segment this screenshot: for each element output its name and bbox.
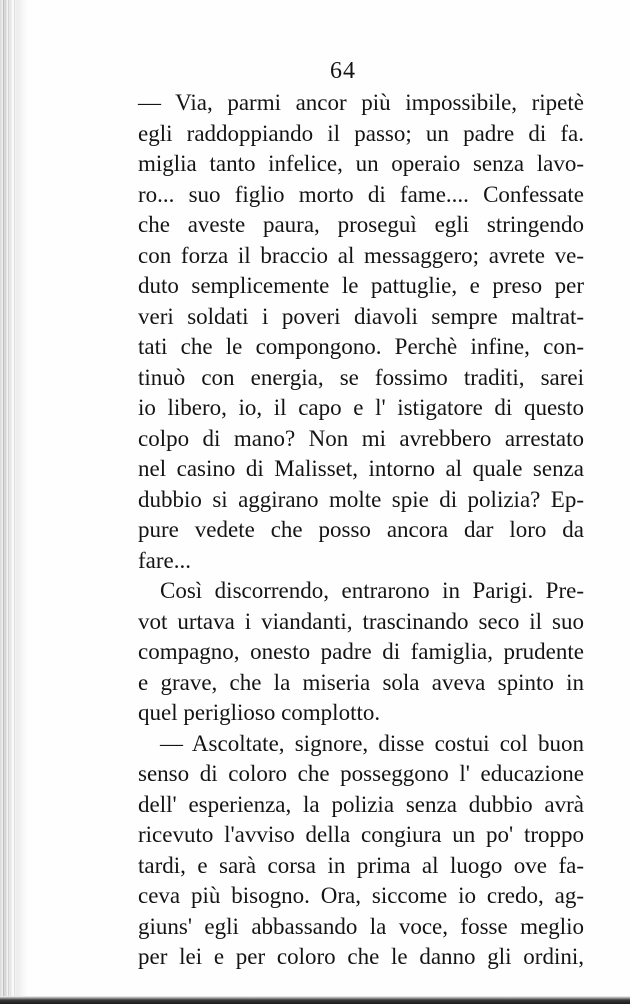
text-line: vot urtava i viandanti, trascinando seco il suo: [138, 608, 584, 634]
text-line: pure vedete che posso ancora dar loro da: [138, 517, 584, 542]
text-line: nel casino di Malisset, intorno al quale senza: [138, 456, 584, 481]
text-line: compagno, onesto padre di famiglia, prudente: [138, 639, 584, 664]
text-line: fare...: [138, 547, 191, 573]
text-line: io libero, io, il capo e l' istigatore di questo: [138, 395, 584, 420]
text-line: giuns' egli abbassando la voce, fosse meglio: [138, 913, 584, 939]
text-line: ceva più bisogno. Ora, siccome io credo, ag-: [138, 883, 584, 908]
text-line: tardi, e sarà corsa in prima al luogo ove fa-: [138, 852, 584, 878]
text-line: colpo di mano? Non mi avrebbero arrestato: [138, 425, 584, 451]
gutter-shadow-line: [8, 0, 9, 1004]
page-bottom-edge: [0, 996, 630, 1004]
text-line: senso di coloro che posseggono l' educazione: [138, 761, 584, 786]
text-line: tinuò con energia, se fossimo traditi, sarei: [138, 364, 584, 390]
binding-gutter: [0, 0, 28, 1004]
body-text: [138, 88, 584, 973]
text-line: egli raddoppiando il passo; un padre di fa.: [138, 120, 584, 146]
text-line: tati che le compongono. Perchè infine, con-: [138, 334, 584, 359]
text-line: ro... suo figlio morto di fame.... Confessate: [138, 181, 584, 207]
page-number: 64: [330, 58, 356, 84]
text-line: dell' esperienza, la polizia senza dubbio avrà: [138, 791, 584, 817]
text-line: duto semplicemente le pattuglie, e preso per: [138, 273, 584, 298]
text-line: per lei e per coloro che le danno gli ordini,: [138, 944, 584, 969]
text-line: — Ascoltate, signore, disse costui col buon: [160, 730, 584, 756]
text-line: miglia tanto infelice, un operaio senza lavo-: [138, 151, 584, 176]
text-line: ricevuto l'avviso della congiura un po' troppo: [138, 822, 584, 847]
text-line: Così discorrendo, entrarono in Parigi. Pre-: [160, 578, 584, 603]
gutter-shadow-line: [14, 0, 15, 1004]
text-line: — Via, parmi ancor più impossibile, ripetè: [138, 90, 584, 115]
text-line: quel periglioso complotto.: [138, 700, 381, 725]
text-line: e grave, che la miseria sola aveva spinto in: [138, 669, 584, 695]
text-line: veri soldati i poveri diavoli sempre maltrat-: [138, 303, 584, 329]
gutter-shadow-line: [3, 0, 4, 1004]
text-line: con forza il braccio al messaggero; avrete ve-: [138, 242, 584, 268]
text-line: che aveste paura, proseguì egli stringendo: [138, 212, 584, 237]
text-line: dubbio si aggirano molte spie di polizia? Ep-: [138, 486, 584, 512]
